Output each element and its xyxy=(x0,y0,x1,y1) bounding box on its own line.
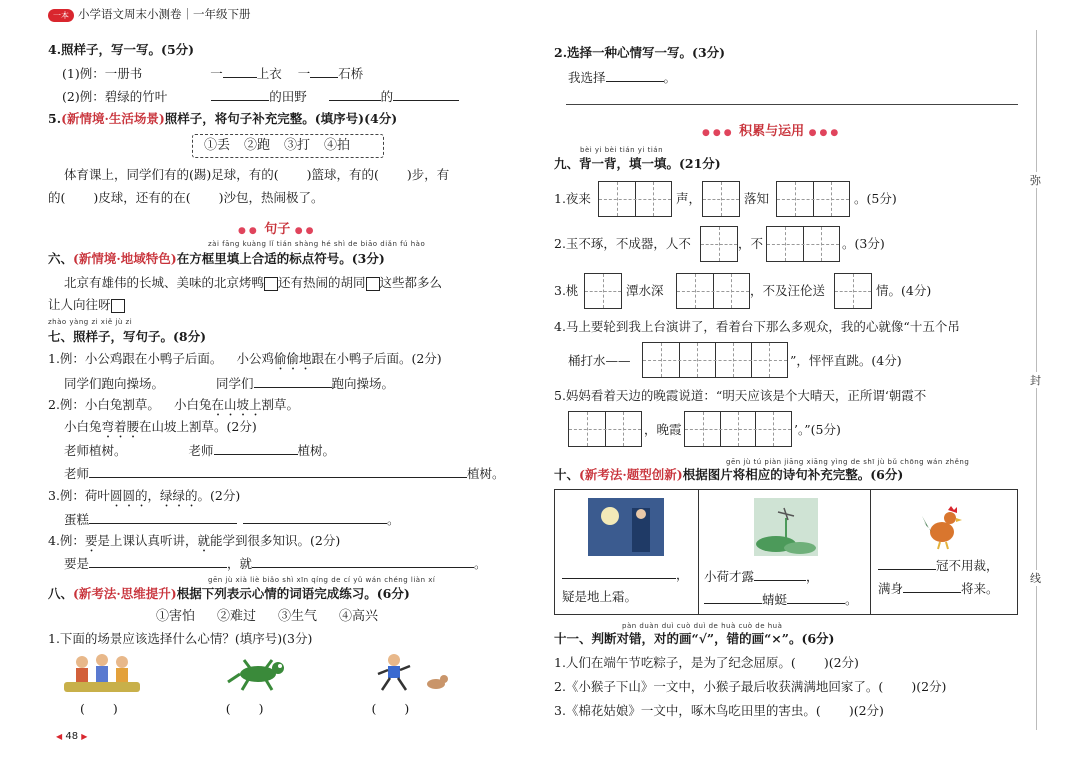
q7-e3-answer xyxy=(64,510,400,529)
q10-c3-blank2[interactable] xyxy=(903,579,961,593)
q9-s4: 4.马上要轮到我上台演讲了，看着台下那么多观众，我的心就像“十五个吊 xyxy=(554,319,960,334)
q9-title: 九、背一背，填一填。(21分) xyxy=(554,156,721,171)
q6-num: 六、 xyxy=(48,251,74,266)
q7-pinyin: zhào yàng zi xiě jù zi xyxy=(48,318,133,326)
q10-c3-l2b: 将来。 xyxy=(961,581,999,596)
q4-r2-blank1[interactable] xyxy=(211,87,269,101)
q8-text: 根据下列表示心情的词语完成练习。(6分) xyxy=(176,586,410,601)
q6-title xyxy=(48,250,385,268)
q4-r2-a: 的田野 xyxy=(269,89,307,104)
q5-l2b: )皮球，还有的在( xyxy=(93,190,191,205)
q9-s1-grid1[interactable] xyxy=(598,181,672,217)
q5-tag: (新情境·生活场景) xyxy=(61,111,165,126)
q7-e4r-c: 。 xyxy=(474,556,487,571)
q10-c2-blank2[interactable] xyxy=(704,590,762,604)
q10-c2-line2 xyxy=(704,590,858,609)
q10-c2-l2: 蜻蜓 xyxy=(762,592,788,607)
q7-e1r-c: 跑向操场。 xyxy=(331,376,395,391)
q7-e2-answer2 xyxy=(64,464,505,483)
q8-sub1: 1.下面的场景应该选择什么心情？(填序号)(3分) xyxy=(48,631,313,646)
q7-e2-d: 割草。 xyxy=(261,397,299,412)
q8-paren-1-close: ) xyxy=(112,701,118,716)
q7-e2r-c: 植树。 xyxy=(297,443,336,458)
q7-e3-e: 。(2分) xyxy=(197,488,241,503)
q9-s2a: 2.玉不琢，不成器，人不 xyxy=(554,236,691,251)
q5-option-3: ③打 xyxy=(284,138,311,153)
q7-e4r-b: ，就 xyxy=(227,556,253,571)
q8-num: 八、 xyxy=(48,586,74,601)
q4-title: 4.照样子，写一写。(5分) xyxy=(48,42,195,57)
q7-e1-answer xyxy=(64,374,394,393)
header-title: 小学语文周末小测卷｜一年级下册 xyxy=(78,7,251,21)
q9-s3-grid2[interactable] xyxy=(676,273,750,309)
q9-s1d: 。(5分) xyxy=(854,191,897,206)
q7-title: 七、照样子，写句子。(8分) xyxy=(48,329,207,344)
q11-i3: 3.《棉花姑娘》一文中，啄木鸟吃田里的害虫。( xyxy=(554,703,821,718)
q4-r1-c: 一 xyxy=(297,66,311,81)
q10-c3-l2a: 满身 xyxy=(878,581,904,596)
q7-e4-e: 能学到很多知识。(2分) xyxy=(209,533,341,548)
q5-text: 照样子，将句子补充完整。(填序号)(4分) xyxy=(164,111,398,126)
q10-c1-line2: 疑是地上霜。 xyxy=(562,589,638,604)
q9-s5c: ’。”(5分) xyxy=(794,422,841,437)
q4-row1 xyxy=(62,64,363,83)
q7-e4-b: 要 xyxy=(84,533,98,548)
q8-tag: (新考法·思维提升) xyxy=(73,586,177,601)
q7-e3r: 蛋糕 xyxy=(64,512,90,527)
q9-s5-grid2[interactable] xyxy=(684,411,792,447)
q4-r2-blank2[interactable] xyxy=(329,87,381,101)
q7-e4-blank1[interactable] xyxy=(89,554,227,568)
q7-e4r-a: 要是 xyxy=(64,556,90,571)
q5-option-2: ②跑 xyxy=(244,138,271,153)
q11-item3 xyxy=(554,702,884,720)
q9-s1-grid2[interactable] xyxy=(702,181,740,217)
q9-s3d: 情。(4分) xyxy=(876,283,932,298)
q9-s3b: 潭水深 xyxy=(626,283,664,298)
moonlight-window-illustration xyxy=(588,498,664,556)
section-accum-title: 积累与运用 xyxy=(739,124,805,139)
q11-title: 十一、判断对错，对的画“√”，错的画“×”。(6分) xyxy=(554,631,835,646)
q9-pinyin: bèi yi bèi tián yi tián xyxy=(580,146,664,154)
q7-e1-d: 跟在小鸭子后面。(2分) xyxy=(311,351,442,366)
q9-s1-grid3[interactable] xyxy=(776,181,850,217)
q4-row2 xyxy=(62,87,459,106)
q7-e3-b: 圆圆的 xyxy=(109,488,148,503)
q9-s5: 5.妈妈看着天边的晚霞说道：“明天应该是个大晴天，正所谓‘朝霞不 xyxy=(554,388,927,403)
q5-line1 xyxy=(64,166,449,184)
q7-e1 xyxy=(48,350,442,373)
section-sentence: ●● 句子 ●● xyxy=(238,222,317,237)
q7-e1-b: 小公鸡 xyxy=(236,351,274,366)
q4-r2-label: (2)例：碧绿的竹叶 xyxy=(62,89,168,104)
q9-s1c: 落知 xyxy=(744,191,770,206)
q10-c2-blank1[interactable] xyxy=(754,567,806,581)
q7-e2 xyxy=(48,396,299,419)
q7-e2r-b: 老师 xyxy=(188,443,214,458)
page-header xyxy=(48,6,251,22)
q5-l1a: 体育课上，同学们有的(踢)足球，有的( xyxy=(64,167,279,182)
publisher-logo: 一本 xyxy=(48,9,74,22)
q7-e4-c: 是上课认真听讲， xyxy=(97,533,198,548)
q5-l1c: )步，有 xyxy=(406,167,450,182)
q6-line1 xyxy=(64,274,442,292)
q4-r1-label: (1)例：一册书 xyxy=(62,66,143,81)
q9-s3a: 3.桃 xyxy=(554,283,579,298)
q4-r1-blank2[interactable] xyxy=(310,64,338,78)
q7-e3-blank2[interactable] xyxy=(243,510,387,524)
q9-s2c: 。(3分) xyxy=(842,236,885,251)
q7-e1-c: 偷偷地 xyxy=(273,351,312,366)
q9-s5b: ，晚霞 xyxy=(644,422,682,437)
q8-2-title: 2.选择一种心情写一写。(3分) xyxy=(554,45,726,60)
seal-char-1: 弥 xyxy=(1030,174,1041,187)
q7-e2-blank1[interactable] xyxy=(214,441,298,455)
q4-r2-blank3[interactable] xyxy=(393,87,459,101)
q10-c3-line2 xyxy=(878,579,999,598)
section-accumulation: ●●● 积累与运用 ●●● xyxy=(702,124,842,139)
q8-paren-3-open: ( xyxy=(371,701,377,716)
q6-box1[interactable] xyxy=(264,277,278,291)
q10-c3-line1 xyxy=(878,556,999,575)
q7-e3-a: 3.例：荷叶 xyxy=(48,488,110,503)
q6-box3[interactable] xyxy=(111,299,125,313)
q7-e1-blank[interactable] xyxy=(254,374,332,388)
q5-option-4: ④拍 xyxy=(324,138,351,153)
q9-s2-grid1[interactable] xyxy=(700,226,738,262)
q9-s3-grid1[interactable] xyxy=(584,273,622,309)
q10-c1-blank[interactable] xyxy=(562,565,676,579)
q7-e3 xyxy=(48,487,240,510)
q10-c2-l2-end: 。 xyxy=(845,592,858,607)
q5-option-1: ①丢 xyxy=(204,138,231,153)
q10-c2-l1: 小荷才露 xyxy=(704,569,755,584)
q7-e2-example: 2.例：小白兔割草。 xyxy=(48,397,160,412)
q7-e2r2-a: 老师 xyxy=(64,466,90,481)
q9-s5-grid1[interactable] xyxy=(568,411,642,447)
q7-e2r2-b: 植树。 xyxy=(467,466,505,481)
q6-line2 xyxy=(48,296,125,314)
q7-e3r-end: 。 xyxy=(387,512,400,527)
q6-text: 在方框里填上合适的标点符号。(3分) xyxy=(176,251,385,266)
q9-s4b: 桶打水—— xyxy=(568,353,631,368)
q9-s2-grid2[interactable] xyxy=(766,226,840,262)
q8-title xyxy=(48,585,410,603)
q10-c2-line1 xyxy=(704,567,819,586)
q4-r1-a: 一 xyxy=(210,66,223,81)
q7-e4-d: 就 xyxy=(197,533,210,548)
q8-2-label: 我选择 xyxy=(568,70,606,85)
q7-e2-answer1 xyxy=(64,441,335,460)
q7-e4-answer xyxy=(64,554,487,573)
q6-pinyin: zài fāng kuàng lǐ tián shàng hé shì de biāo diǎn fú hào xyxy=(208,240,426,248)
q5-l2c: )沙包，热闹极了。 xyxy=(218,190,324,205)
q7-e1r-b: 同学们 xyxy=(216,376,254,391)
q6-tag: (新情境·地域特色) xyxy=(73,251,177,266)
q7-e3-c: ， xyxy=(147,488,160,503)
q6-l2: 让人向往呀 xyxy=(48,297,111,312)
q6-l1a: 北京有雄伟的长城、美味的北京烤鸭 xyxy=(64,275,265,290)
q9-s2b: ，不 xyxy=(738,236,764,251)
seal-char-2: 封 xyxy=(1030,374,1041,387)
q8-paren-1-open: ( xyxy=(80,701,85,716)
lotus-dragonfly-illustration xyxy=(754,498,818,556)
q8-answer-parens xyxy=(80,700,409,718)
q7-e3-d: 绿绿的 xyxy=(159,488,198,503)
q8-option-4: ④高兴 xyxy=(339,609,379,624)
q10-num: 十、 xyxy=(554,467,580,482)
q8-pinyin: gēn jù xià liè biǎo shì xīn qíng de cí yǔ wán chéng liàn xí xyxy=(208,576,436,584)
q10-title xyxy=(554,466,903,484)
q7-e1r-a: 同学们跑向操场。 xyxy=(64,376,165,391)
q8-paren-2-open: ( xyxy=(225,701,231,716)
seal-char-3: 线 xyxy=(1030,572,1041,585)
q10-text: 根据图片将相应的诗句补充完整。(6分) xyxy=(682,467,904,482)
q8-paren-2-close: ) xyxy=(258,701,264,716)
section-divider xyxy=(566,104,1018,105)
q7-e2-line2 xyxy=(64,418,257,441)
q5-line2 xyxy=(48,189,324,207)
q5-title xyxy=(48,110,397,128)
q4-r1-b: 上衣 xyxy=(256,66,282,81)
q9-s1a: 1.夜来 xyxy=(554,191,591,206)
q6-l1b: 还有热闹的胡同 xyxy=(278,275,366,290)
rooster-illustration xyxy=(920,502,968,550)
q4-r1-blank1[interactable] xyxy=(223,64,257,78)
q7-e1-example: 1.例：小公鸡跟在小鸭子后面。 xyxy=(48,351,223,366)
q9-s4-grid[interactable] xyxy=(642,342,788,378)
q11-i2: 2.《小猴子下山》一文中，小猴子最后收获满满地回家了。( xyxy=(554,679,884,694)
q7-e2r-a: 老师植树。 xyxy=(64,443,127,458)
q7-e2-b: 小白兔 xyxy=(173,397,212,412)
q11-i2b: )(2分) xyxy=(911,679,947,694)
page-number-value: 48 xyxy=(65,731,79,742)
q7-e2-c: 在山坡上 xyxy=(211,397,262,412)
q11-i1: 1.人们在端午节吃粽子，是为了纪念屈原。( xyxy=(554,655,796,670)
q9-s1b: 声， xyxy=(676,191,702,206)
q10-c2-l1-end: ， xyxy=(806,569,819,584)
q7-e3-blank1[interactable] xyxy=(89,510,237,524)
q8-options xyxy=(156,608,378,626)
q10-c2-blank3[interactable] xyxy=(787,590,845,604)
q10-tag: (新考法·题型创新) xyxy=(579,467,683,482)
section-sentence-title: 句子 xyxy=(264,222,291,237)
q9-s4c: ”，怦怦直跳。(4分) xyxy=(790,353,902,368)
q7-e4 xyxy=(48,532,340,555)
q7-e2l2-a: 小白兔 xyxy=(64,419,102,434)
q10-divider-1 xyxy=(698,489,699,614)
q9-s3-grid3[interactable] xyxy=(834,273,872,309)
q11-i1b: )(2分) xyxy=(823,655,859,670)
page-number: ◀ 48 ▶ xyxy=(56,731,88,742)
q8-option-2: ②难过 xyxy=(217,609,257,624)
q5-l2a: 的( xyxy=(48,190,66,205)
q10-c1-end: ， xyxy=(676,567,689,582)
q7-e4-blank2[interactable] xyxy=(252,554,474,568)
q6-box2[interactable] xyxy=(366,277,380,291)
q10-c3-l1: 冠不用裁， xyxy=(936,558,999,573)
q9-s3c: ，不及汪伦送 xyxy=(750,283,826,298)
q7-e2-blank2[interactable] xyxy=(89,464,467,478)
q10-c3-blank1[interactable] xyxy=(878,556,936,570)
q8-2-end: 。 xyxy=(663,70,677,85)
q10-divider-2 xyxy=(870,489,871,614)
q8-option-1: ①害怕 xyxy=(156,609,196,624)
q5-l1b: )篮球，有的( xyxy=(306,167,379,182)
q4-r1-d: 石桥 xyxy=(338,66,364,81)
q10-c1-line1 xyxy=(562,565,689,584)
scene-happy-kids-illustration xyxy=(62,652,142,694)
q6-l1c: 这些都多么 xyxy=(379,275,443,290)
q7-e2l2-b: 弯着腰 xyxy=(101,419,140,434)
q5-options xyxy=(204,137,350,155)
q11-item1 xyxy=(554,654,859,672)
scene-lizard-illustration xyxy=(226,656,292,692)
q10-pinyin: gēn jù tú piàn jiāng xiāng yìng de shī jù bǔ chōng wán zhěng xyxy=(726,458,970,466)
q11-i3b: )(2分) xyxy=(848,703,884,718)
q8-2-line xyxy=(568,68,676,87)
q11-pinyin: pàn duàn duì cuò duì de huà cuò de huà xyxy=(622,622,783,630)
q8-paren-3-close: ) xyxy=(404,701,410,716)
q8-2-blank[interactable] xyxy=(606,68,664,82)
q4-r2-b: 的 xyxy=(380,89,394,104)
q8-option-3: ③生气 xyxy=(278,609,318,624)
q7-e4-a: 4.例： xyxy=(48,533,85,548)
q7-e2l2-c: 在山坡上割草。(2分) xyxy=(139,419,257,434)
scene-boy-and-dog-illustration xyxy=(374,652,454,694)
q5-num: 5. xyxy=(48,111,62,126)
q11-item2 xyxy=(554,678,946,696)
